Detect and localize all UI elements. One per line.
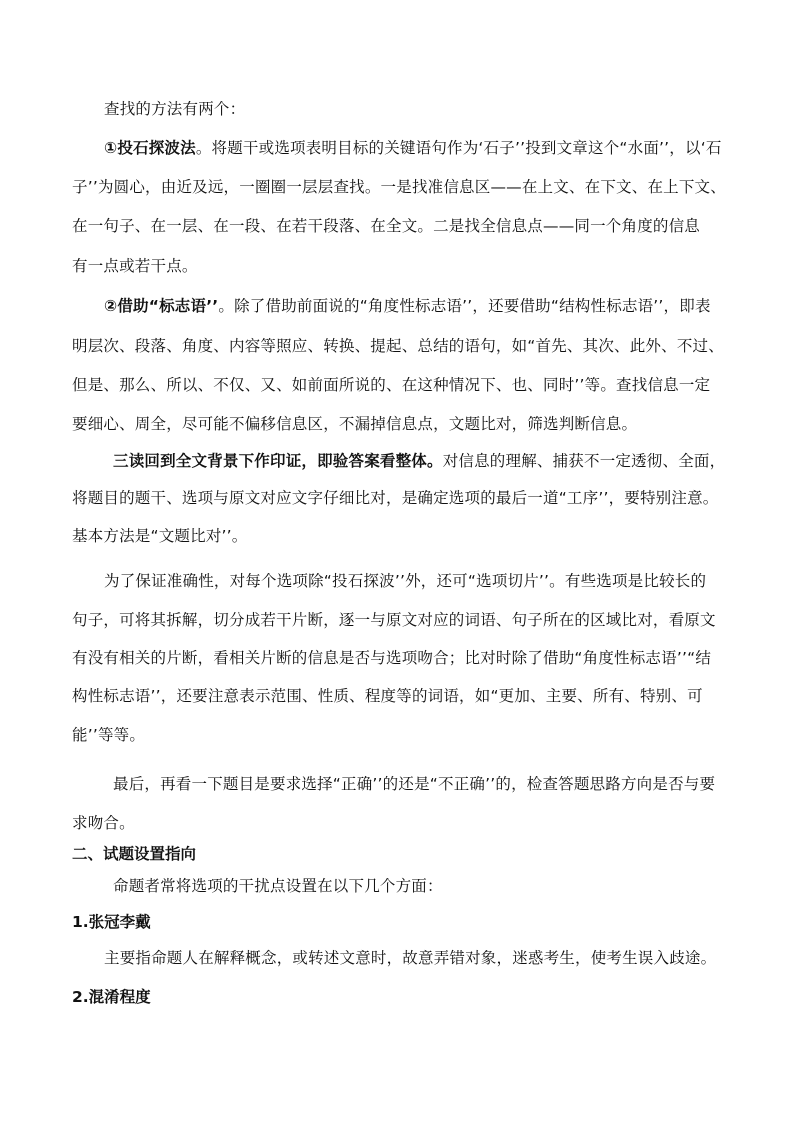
- method2-text: 。除了借助前面说的“角度性标志语’’，还要借助“结构性标志语’’，即表: [218, 297, 711, 315]
- intro-line: 查找的方法有两个：: [104, 100, 246, 118]
- method2-line: 要细心、周全，尽可能不偏移信息区，不漏掉信息点，文题比对，筛选判断信息。: [72, 415, 638, 433]
- item2-title: 2.混淆程度: [72, 988, 151, 1006]
- third-text: 对信息的理解、捕获不一定透彻、全面，: [442, 452, 726, 470]
- para5-line: 求吻合。: [72, 814, 135, 832]
- para4-line: 为了保证准确性，对每个选项除“投石探波’’外，还可“选项切片’’。有些选项是比较长的: [104, 572, 707, 590]
- para5-line: 最后，再看一下题目是要求选择“正确’’的还是“不正确’’的，检查答题思路方向是否与要: [113, 775, 716, 793]
- method2-line: 明层次、段落、角度、内容等照应、转换、提起、总结的语句，如“首先、其次、此外、不过、: [72, 337, 724, 355]
- item1-title: 1.张冠李戴: [72, 913, 151, 931]
- method1-line: 在一句子、在一层、在一段、在若干段落、在全文。二是找全信息点——同一个角度的信息: [72, 217, 701, 235]
- section2-intro: 命题者常将选项的干扰点设置在以下几个方面：: [113, 877, 443, 895]
- third-first-line: [113, 451, 725, 471]
- method2-first-line: [104, 296, 711, 316]
- item1-text: 主要指命题人在解释概念，或转述文意时，故意弄错对象，迷惑考生，使考生误入歧途。: [104, 949, 717, 967]
- section2-title: 二、试题设置指向: [72, 845, 197, 863]
- para4-line: 有没有相关的片断，看相关片断的信息是否与选项吻合；比对时除了借助“角度性标志语’’“结: [72, 649, 712, 667]
- third-line: 将题目的题干、选项与原文对应文字仔细比对，是确定选项的最后一道“工序’’，要特别注意。: [72, 489, 719, 507]
- method2-heading: ②借助“标志语’’: [104, 297, 219, 315]
- third-line: 基本方法是“文题比对’’。: [72, 527, 248, 545]
- method1-line: 有一点或若干点。: [72, 257, 198, 275]
- method1-first-line: [104, 138, 722, 158]
- para4-line: 句子，可将其拆解，切分成若干片断，逐一与原文对应的词语、句子所在的区域比对，看原文: [72, 611, 716, 629]
- method1-heading: ①投石探波法: [104, 139, 196, 157]
- method1-line: 子’’为圆心，由近及远，一圈圈一层层查找。一是找准信息区——在上文、在下文、在上下文、: [72, 178, 726, 196]
- third-heading: 三读回到全文背景下作印证，即验答案看整体。: [113, 452, 443, 470]
- method2-line: 但是、那么、所以、不仅、又、如前面所说的、在这种情况下、也、同时’’等。查找信息一定: [72, 376, 711, 394]
- para4-line: 构性标志语’’，还要注意表示范围、性质、程度等的词语，如“更加、主要、所有、特别、可: [72, 687, 703, 705]
- method1-text: 。将题干或选项表明目标的关键语句作为‘石子’’投到文章这个“水面’’，以‘石: [195, 139, 722, 157]
- para4-line: 能’’等等。: [72, 726, 146, 744]
